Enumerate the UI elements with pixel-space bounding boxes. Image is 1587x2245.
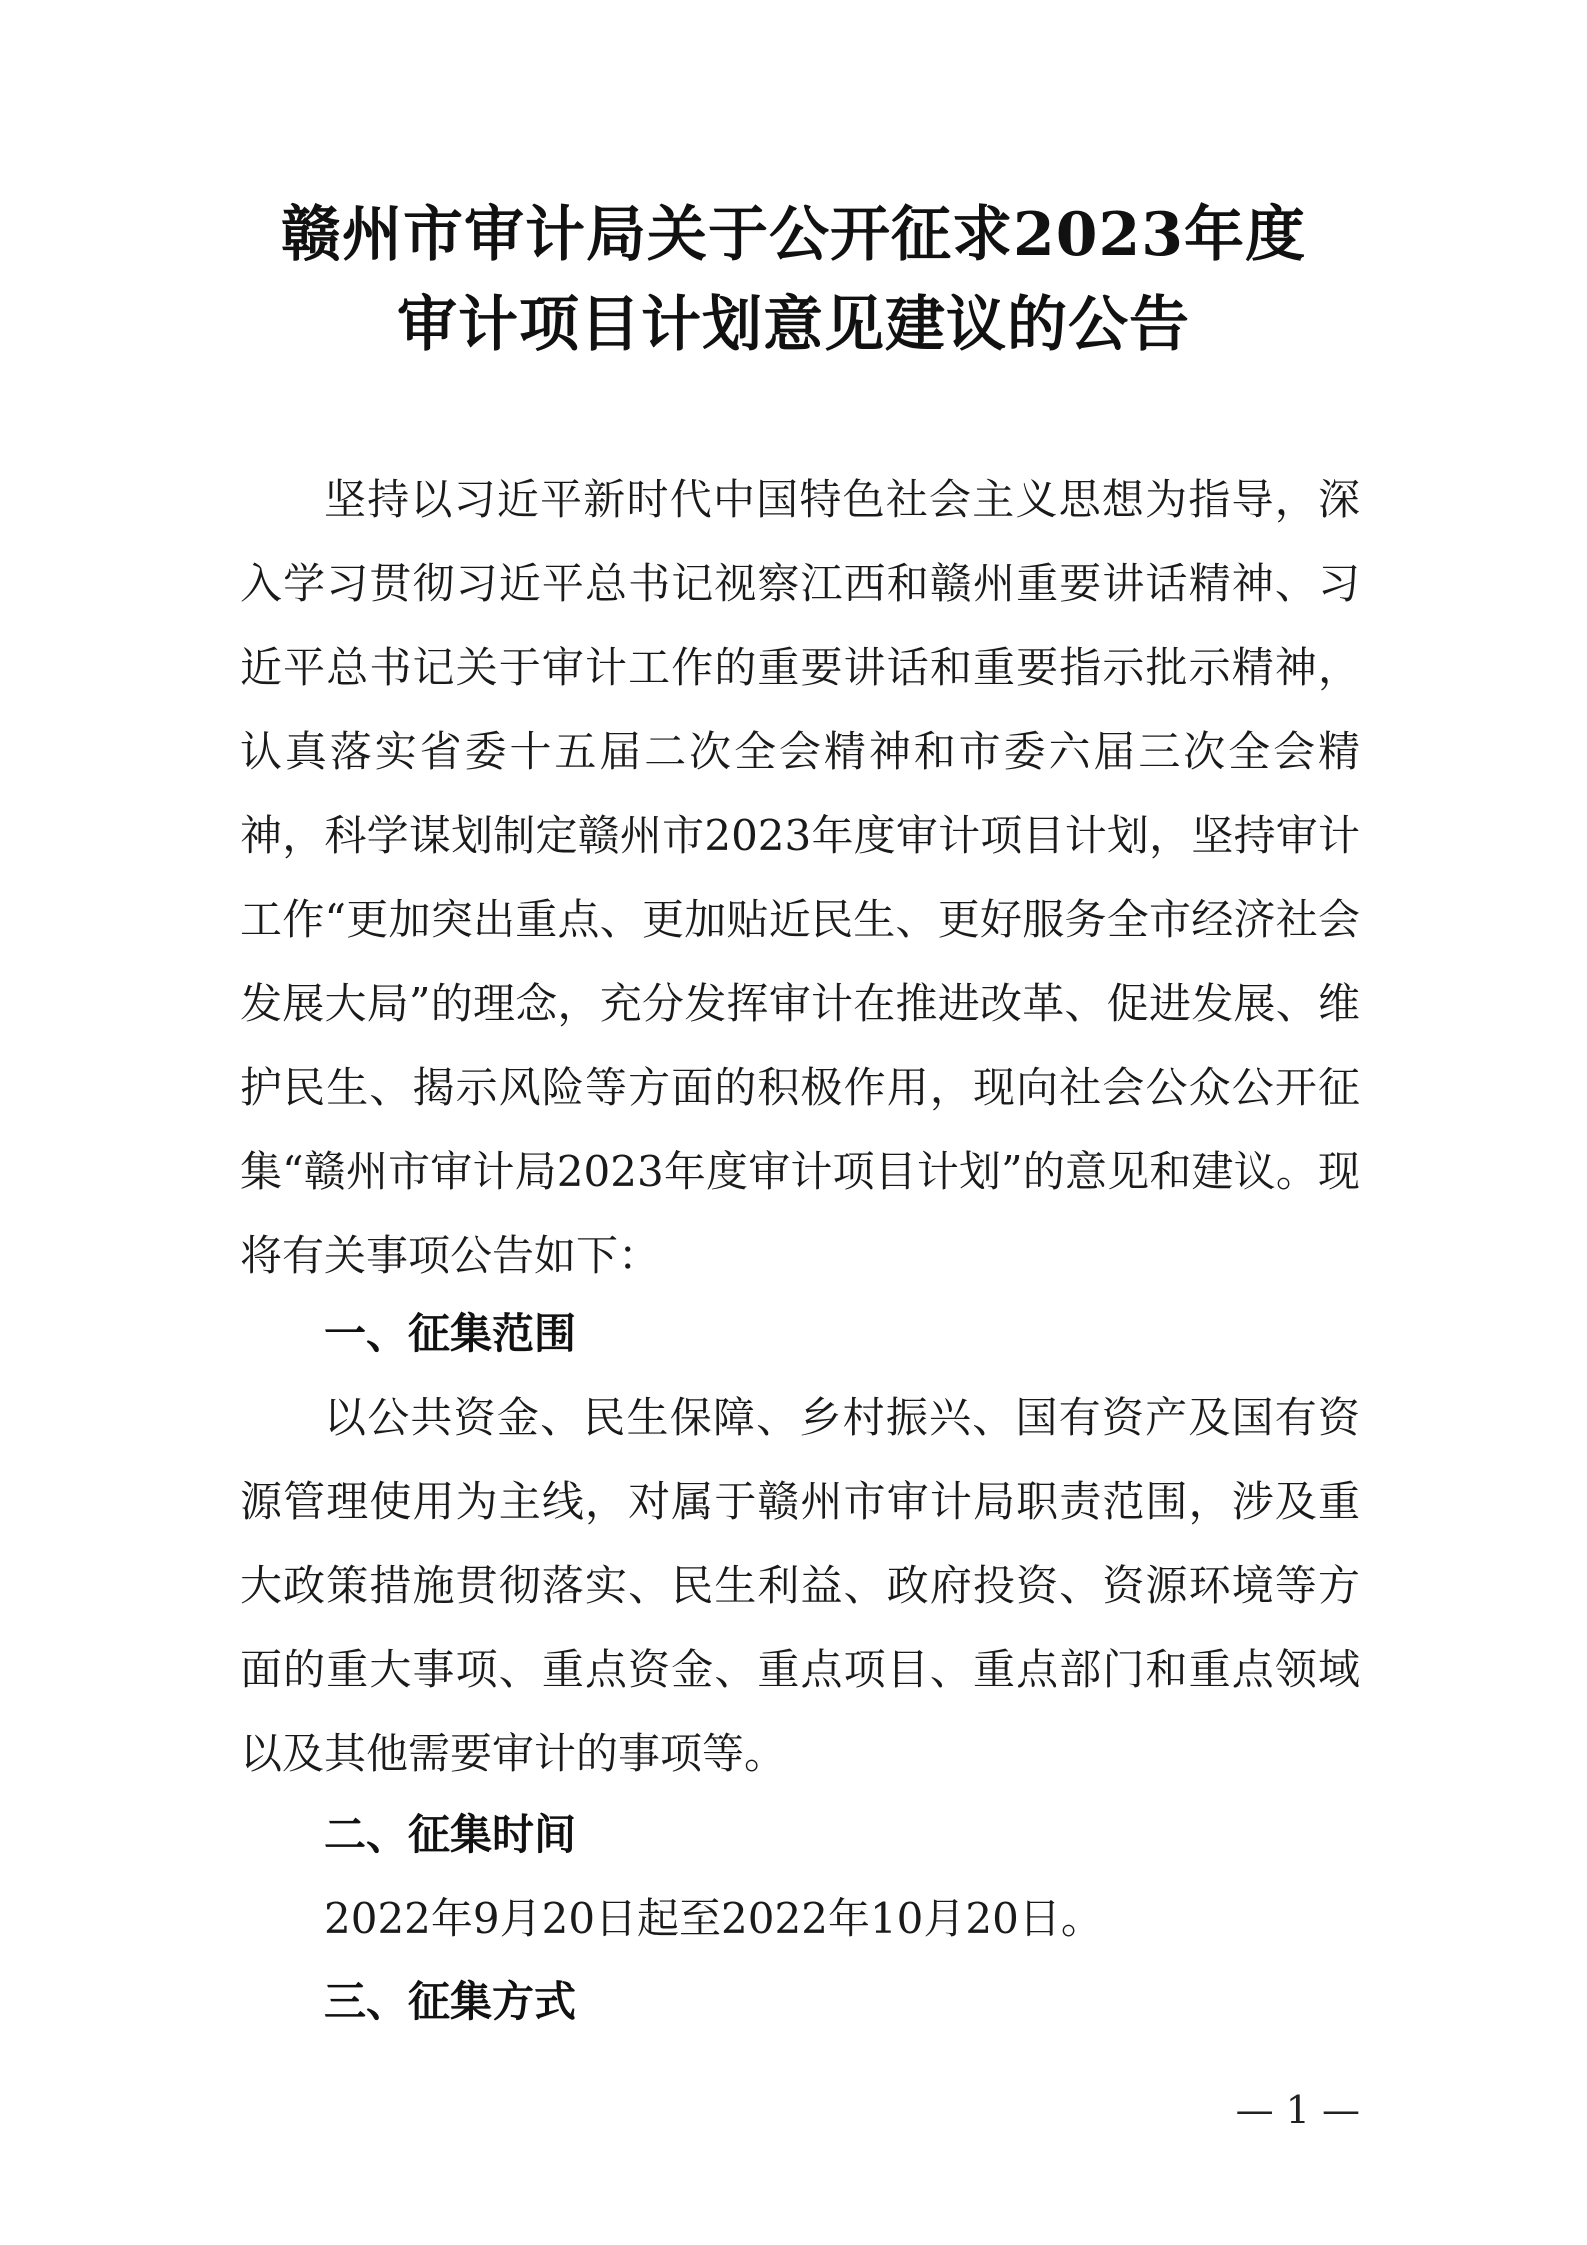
document-title-line-2: 审计项目计划意见建议的公告 xyxy=(397,290,1190,360)
section-heading-method: 三、征集方式 xyxy=(324,1977,577,2026)
section-text-time: 2022年9月20日起至2022年10月20日。 xyxy=(324,1894,1103,1943)
intro-paragraph: 坚持以习近平新时代中国特色社会主义思想为指导，深入学习贯彻习近平总书记视察江西和赣州重要讲话精神、习近平总书记关于审计工作的重要讲话和重要指示批示精神，认真落实省委十五届二次全会精神和市委六届三次全会精神，科学谋划制定赣州市2023年度审计项目计划，坚持审计工作“更加突出重点、更加贴近民生、更好服务全市经济社会发展大局”的理念，充分发挥审计在推进改革、促进发展、维护民生、揭示风险等方面的积极作用，现向社会公众公开征集“赣州市审计局2023年度审计项目计划”的意见和建议。现将有关事项公告如下： xyxy=(240,475,1360,1280)
section-heading-time: 二、征集时间 xyxy=(324,1810,577,1859)
section-heading-scope: 一、征集范围 xyxy=(324,1309,577,1358)
section-text-scope: 以公共资金、民生保障、乡村振兴、国有资产及国有资源管理使用为主线，对属于赣州市审计局职责范围，涉及重大政策措施贯彻落实、民生利益、政府投资、资源环境等方面的重大事项、重点资金、重点项目、重点部门和重点领域以及其他需要审计的事项等。 xyxy=(240,1393,1360,1778)
page-number: — 1 — xyxy=(1235,2088,1360,2132)
document-title-line-1: 赣州市审计局关于公开征求2023年度 xyxy=(281,200,1306,270)
